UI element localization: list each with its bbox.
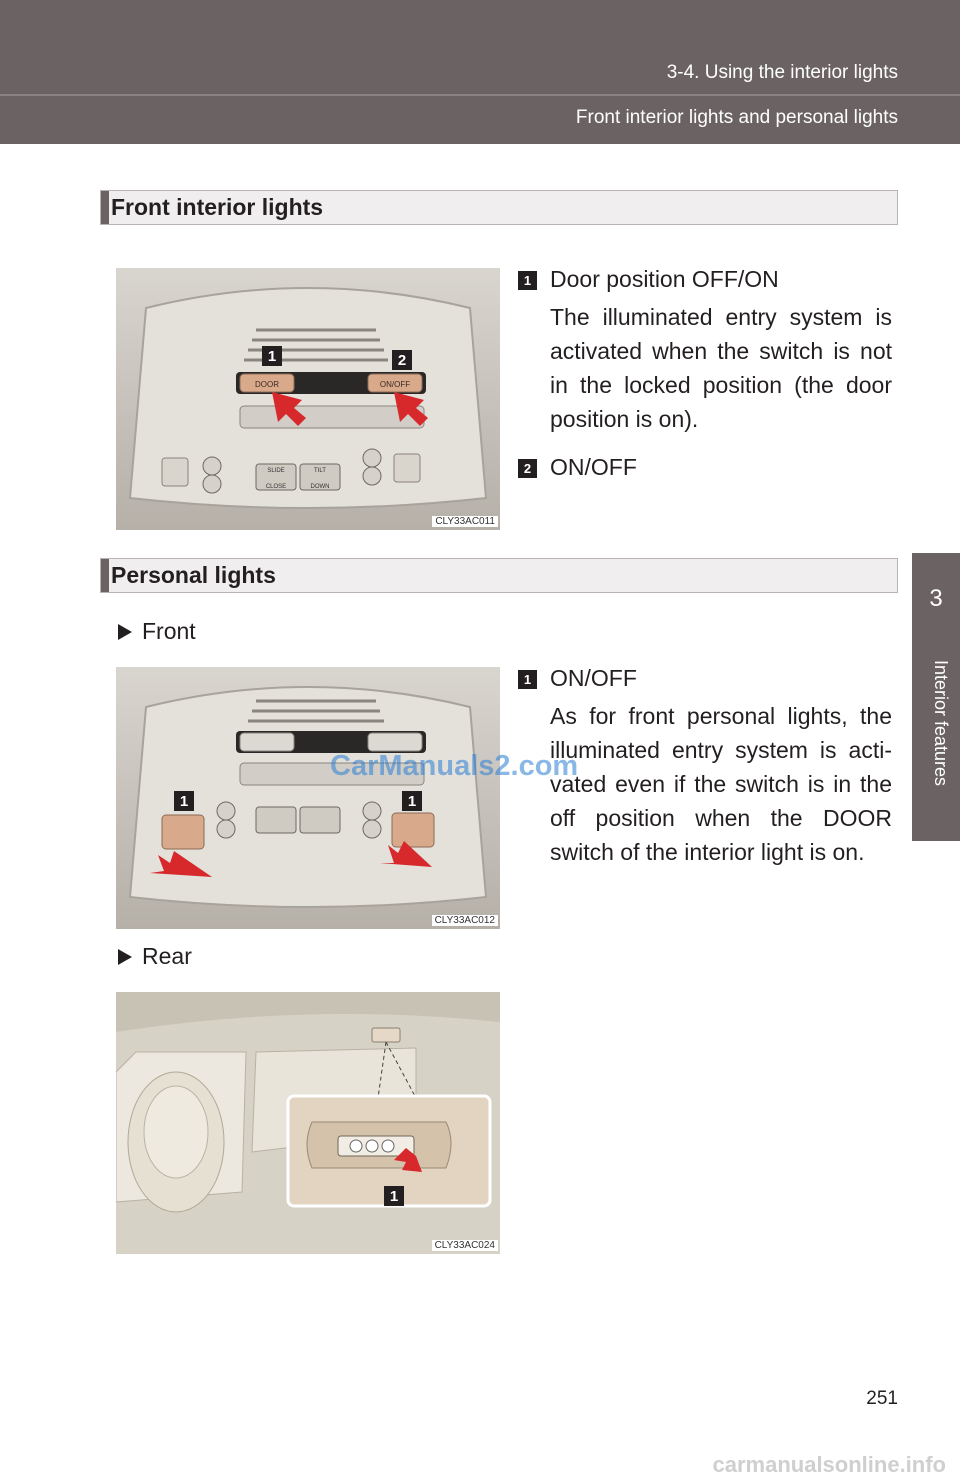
figure-code: CLY33AC024 (432, 1240, 498, 1251)
down-label: DOWN (310, 484, 330, 490)
triangle-bullet-icon (118, 949, 132, 965)
callout-2: 2 (397, 352, 407, 369)
overhead-console-illustration (116, 268, 500, 530)
callout-left: 1 (179, 793, 189, 810)
slide-label: SLIDE (267, 468, 285, 474)
footer-watermark: carmanualsonline.info (712, 1452, 946, 1477)
subheading-text: Front (142, 618, 196, 644)
section-title: Front interior lights and personal lights (575, 107, 898, 128)
section-heading-front-interior (100, 190, 898, 225)
triangle-bullet-icon (118, 624, 132, 640)
callout-right: 1 (407, 793, 417, 810)
door-switch-label: DOOR (255, 380, 279, 389)
item-description: The illuminated entry system is activated when the switch is not in the locked position (the door position is on). (550, 304, 892, 432)
number-badge: 2 (518, 459, 537, 478)
figure-code: CLY33AC011 (432, 516, 498, 527)
section-heading-personal (100, 558, 898, 593)
chapter-number: 3 (929, 585, 943, 612)
chapter-label: Interior features (931, 660, 951, 787)
item-title: ON/OFF (550, 454, 637, 480)
figure-personal-rear (116, 992, 500, 1254)
subheading-rear (118, 943, 192, 970)
heading-bar (101, 559, 109, 592)
close-label: CLOSE (265, 484, 287, 490)
subheading-text: Rear (142, 943, 192, 969)
callout-1: 1 (267, 348, 277, 365)
personal-lights-rear-illustration (116, 992, 500, 1254)
number-badge: 1 (518, 670, 537, 689)
figure-code: CLY33AC012 (432, 915, 498, 926)
item-description: As for front personal lights, the illuminated entry system is acti-vated even if the switch is in the off position when the DOOR switch of the interior light is on. (550, 703, 892, 865)
chapter-title: 3-4. Using the interior lights (666, 62, 898, 83)
watermark: CarManuals2.com (330, 750, 579, 782)
header-divider (0, 94, 960, 96)
callout-1: 1 (389, 1188, 399, 1205)
tilt-label: TILT (314, 468, 326, 474)
personal-lights-front-illustration (116, 667, 500, 929)
heading-text: Front interior lights (111, 194, 324, 220)
figure-front-interior (116, 268, 500, 530)
onoff-switch-label: ON/OFF (379, 380, 411, 389)
figure-personal-front (116, 667, 500, 929)
page-header (0, 0, 960, 144)
heading-text: Personal lights (111, 562, 276, 588)
number-badge: 1 (518, 271, 537, 290)
subheading-front (118, 618, 196, 645)
item-title: Door position OFF/ON (550, 266, 779, 292)
page-number: 251 (866, 1388, 898, 1409)
heading-bar (101, 191, 109, 224)
item-title: ON/OFF (550, 665, 637, 691)
